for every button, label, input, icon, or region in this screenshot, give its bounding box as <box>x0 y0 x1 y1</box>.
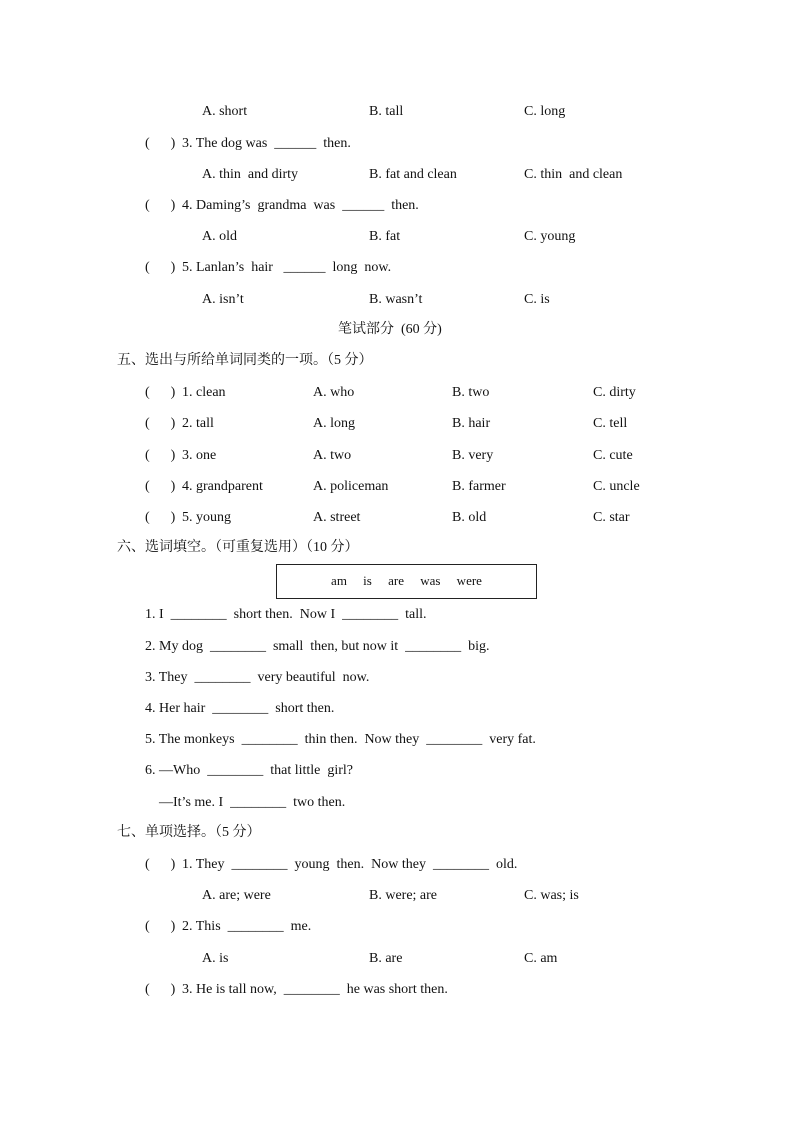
option-c: C. star <box>593 510 630 525</box>
option-b: B. wasn’t <box>369 292 423 307</box>
option-b: B. farmer <box>452 479 506 494</box>
option-b: B. old <box>452 510 487 525</box>
option-a: A. street <box>313 510 361 525</box>
answer-bracket[interactable]: ( ) <box>145 198 176 213</box>
answer-bracket[interactable]: ( ) <box>145 448 176 463</box>
word-bank-box <box>276 564 537 599</box>
option-b: B. were; are <box>369 888 438 903</box>
answer-bracket[interactable]: ( ) <box>145 919 176 934</box>
option-a: A. isn’t <box>202 292 244 307</box>
question-stem: 4. Daming’s grandma was ______ then. <box>182 198 419 213</box>
option-c: C. uncle <box>593 479 640 494</box>
answer-bracket[interactable]: ( ) <box>145 136 176 151</box>
question-stem: 3. The dog was ______ then. <box>182 136 351 151</box>
option-c: C. is <box>524 292 550 307</box>
written-part-heading: 笔试部分 (60 分) <box>338 322 442 337</box>
option-a: A. old <box>202 229 237 244</box>
answer-bracket[interactable]: ( ) <box>145 510 176 525</box>
question-stem: 1. They ________ young then. Now they ________ old. <box>182 857 518 872</box>
option-b: B. very <box>452 448 494 463</box>
option-b: B. two <box>452 385 490 400</box>
q2-option-a: A. short <box>202 104 248 119</box>
fill-blank-line: —It’s me. I ________ two then. <box>159 795 346 810</box>
answer-bracket[interactable]: ( ) <box>145 857 176 872</box>
fill-blank-line: 6. —Who ________ that little girl? <box>145 763 354 778</box>
option-a: A. who <box>313 385 355 400</box>
fill-blank-line: 1. I ________ short then. Now I ________ tall. <box>145 607 427 622</box>
question-stem: 2. This ________ me. <box>182 919 312 934</box>
given-word: 4. grandparent <box>182 479 263 494</box>
fill-blank-line: 4. Her hair ________ short then. <box>145 701 335 716</box>
given-word: 2. tall <box>182 416 214 431</box>
fill-blank-line: 2. My dog ________ small then, but now it ________ big. <box>145 639 490 654</box>
given-word: 5. young <box>182 510 231 525</box>
answer-bracket[interactable]: ( ) <box>145 260 176 275</box>
given-word: 3. one <box>182 448 217 463</box>
option-a: A. is <box>202 951 229 966</box>
answer-bracket[interactable]: ( ) <box>145 416 176 431</box>
option-a: A. two <box>313 448 352 463</box>
question-stem: 3. He is tall now, ________ he was short then. <box>182 982 448 997</box>
section-5-title: 五、选出与所给单词同类的一项。（5 分） <box>117 353 373 368</box>
fill-blank-line: 5. The monkeys ________ thin then. Now they ________ very fat. <box>145 732 536 747</box>
given-word: 1. clean <box>182 385 226 400</box>
option-c: C. young <box>524 229 576 244</box>
option-b: B. fat and clean <box>369 167 457 182</box>
option-c: C. am <box>524 951 558 966</box>
option-a: A. thin and dirty <box>202 167 299 182</box>
q2-option-c: C. long <box>524 104 566 119</box>
option-b: B. are <box>369 951 403 966</box>
answer-bracket[interactable]: ( ) <box>145 982 176 997</box>
answer-bracket[interactable]: ( ) <box>145 479 176 494</box>
fill-blank-line: 3. They ________ very beautiful now. <box>145 670 370 685</box>
option-a: A. long <box>313 416 355 431</box>
section-6-title: 六、选词填空。（可重复选用）（10 分） <box>117 540 359 555</box>
option-a: A. are; were <box>202 888 271 903</box>
answer-bracket[interactable]: ( ) <box>145 385 176 400</box>
question-stem: 5. Lanlan’s hair ______ long now. <box>182 260 392 275</box>
option-c: C. dirty <box>593 385 636 400</box>
word-bank: am is are was were <box>331 573 482 588</box>
option-a: A. policeman <box>313 479 389 494</box>
option-c: C. was; is <box>524 888 579 903</box>
option-b: B. hair <box>452 416 491 431</box>
q2-option-b: B. tall <box>369 104 404 119</box>
option-b: B. fat <box>369 229 401 244</box>
section-7-title: 七、单项选择。（5 分） <box>117 825 261 840</box>
option-c: C. cute <box>593 448 633 463</box>
option-c: C. thin and clean <box>524 167 623 182</box>
option-c: C. tell <box>593 416 628 431</box>
